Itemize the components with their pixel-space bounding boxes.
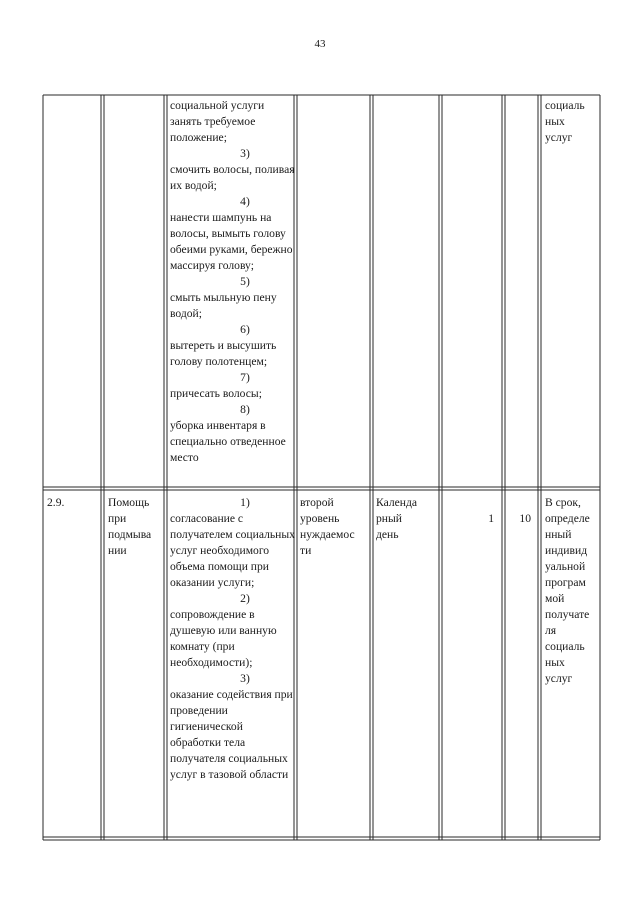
step-item [170, 402, 296, 466]
step-item [170, 274, 296, 322]
step-item [170, 370, 296, 402]
step-number: 8) [240, 403, 250, 416]
step-number: 3) [240, 147, 250, 160]
step-number: 6) [240, 323, 250, 336]
step-item [170, 322, 296, 370]
step-text: оказание содействия при проведении гигиенической обработки тела получателя социальных услуг в тазовой области [170, 688, 293, 781]
service-name: Помощь при подмыва нии [108, 496, 152, 557]
step-number: 4) [240, 195, 250, 208]
service-content [170, 495, 296, 836]
step-item [170, 591, 296, 671]
page-number: 43 [314, 38, 326, 50]
step-text: причесать волосы; [170, 387, 262, 400]
unit-of-measure: Календа рный день [376, 496, 418, 541]
step-text: нанести шампунь на волосы, вымыть голову обеими руками, бережно массируя голову; [170, 211, 293, 272]
step-number: 5) [240, 275, 250, 288]
step-item [170, 495, 296, 591]
row-number: 2.9. [47, 496, 65, 509]
step-text: смочить волосы, поливая их водой; [170, 163, 295, 192]
service-content-continued [170, 98, 296, 486]
step-text: согласование с получателем социальных услуг необходимого объема помощи при оказании услуги; [170, 512, 295, 589]
step-item [170, 98, 296, 146]
step-text: социальной услуги занять требуемое положение; [170, 99, 265, 144]
step-number: 2) [240, 592, 250, 605]
step-item [170, 146, 296, 194]
step-number: 1) [240, 496, 250, 509]
volume-value: 1 [488, 512, 494, 525]
step-item [170, 194, 296, 274]
step-text: уборка инвентаря в специально отведенное место [170, 419, 286, 464]
step-number: 3) [240, 672, 250, 685]
deadline-cell-continued: социаль ных услуг [545, 99, 585, 144]
step-list [170, 98, 296, 466]
step-item [170, 671, 296, 783]
step-list [170, 495, 296, 783]
deadline-cell: В срок, определе нный индивид уальной програм мой получате ля социаль ных услуг [545, 496, 590, 685]
step-number: 7) [240, 371, 250, 384]
count-value: 10 [519, 512, 531, 525]
step-text: сопровождение в душевую или ванную комнату (при необходимости); [170, 608, 277, 669]
step-text: вытереть и высушить голову полотенцем; [170, 339, 277, 368]
need-level: второй уровень нуждаемос ти [300, 496, 355, 557]
step-text: смыть мыльную пену водой; [170, 291, 277, 320]
